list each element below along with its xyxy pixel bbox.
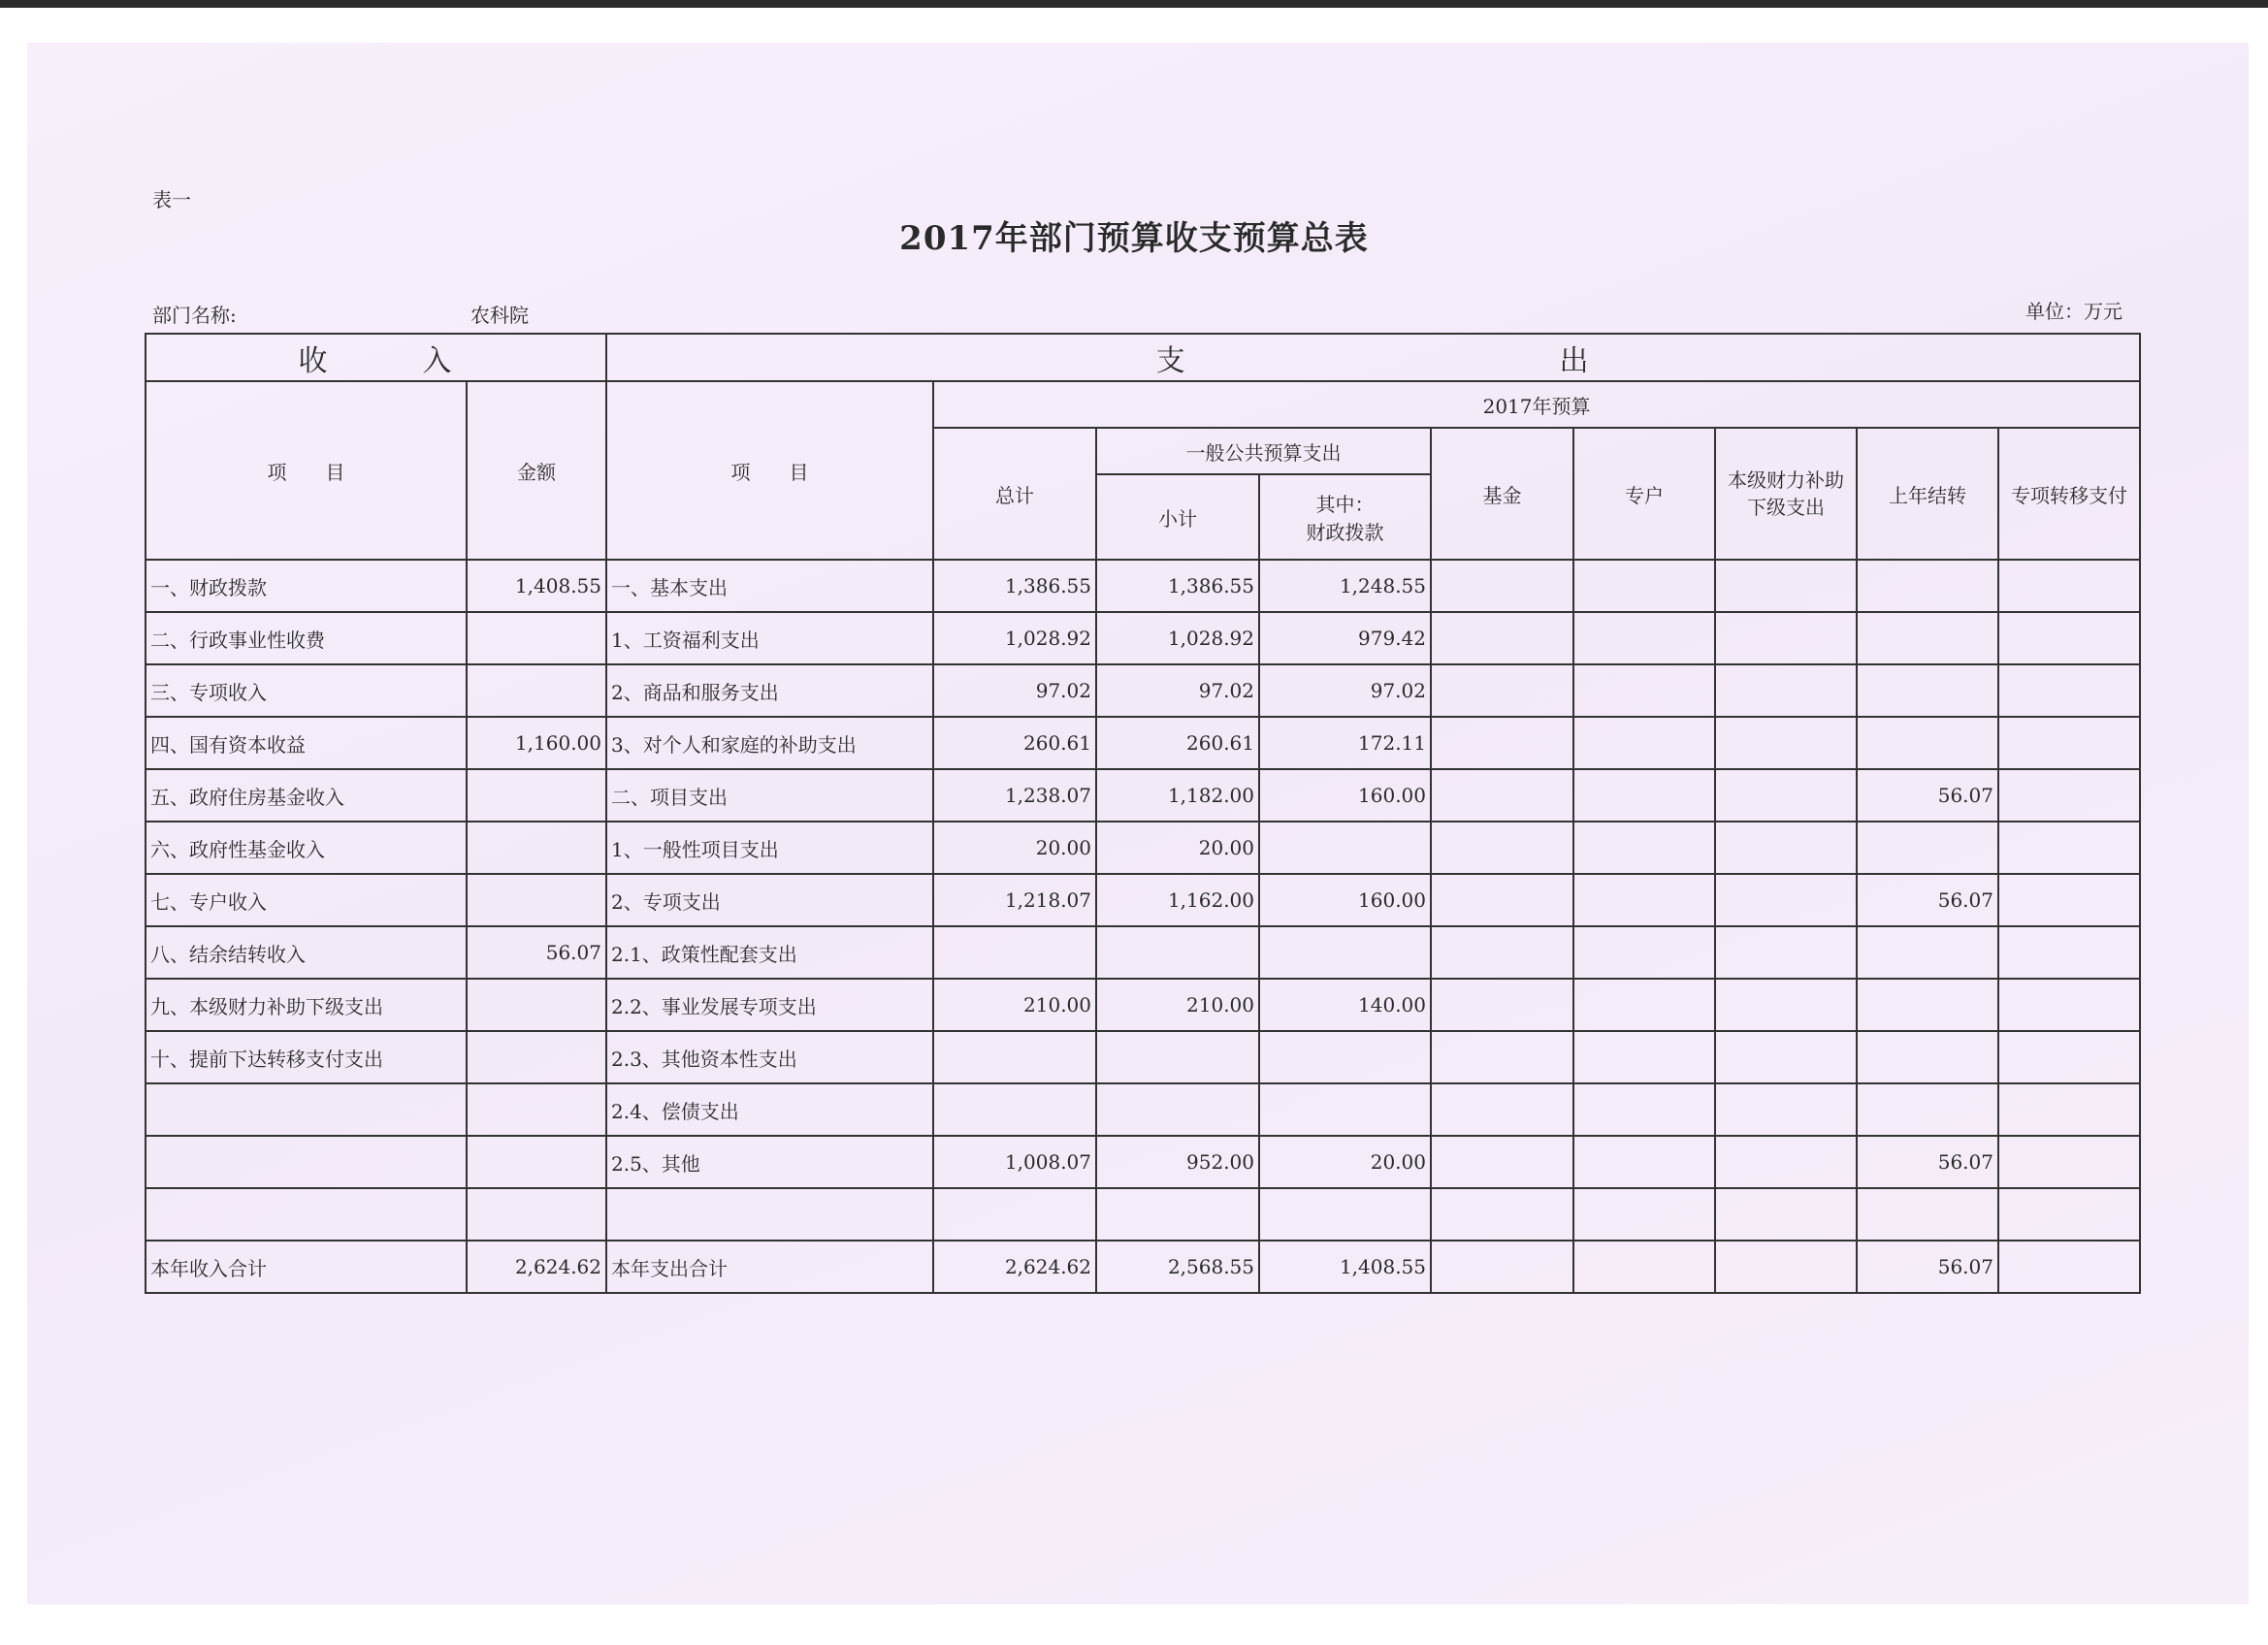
carryover-cell: 56.07: [1857, 769, 1998, 822]
subtotal-cell: [1096, 926, 1259, 979]
expense-item-header: 项 目: [606, 381, 933, 560]
carryover-cell: [1857, 612, 1998, 664]
income-item-cell: 十、提前下达转移支付支出: [146, 1031, 467, 1083]
income-amount-cell: 1,408.55: [467, 560, 606, 612]
income-item-cell: 八、结余结转收入: [146, 926, 467, 979]
fund-cell: [1431, 717, 1573, 769]
special-transfer-cell: [1998, 1188, 2140, 1241]
expense-item-cell: 一、基本支出: [606, 560, 933, 612]
expense-item-cell: 2、专项支出: [606, 874, 933, 926]
special-account-cell: [1573, 1241, 1715, 1293]
special-transfer-cell: [1998, 926, 2140, 979]
income-item-cell: 四、国有资本收益: [146, 717, 467, 769]
table-row: [146, 717, 2140, 769]
subsidy-lower-cell: [1715, 874, 1857, 926]
unit-label: 单位：万元: [2025, 300, 2122, 323]
income-item-cell: 五、政府住房基金收入: [146, 769, 467, 822]
subtotal-cell: 210.00: [1096, 979, 1259, 1031]
fiscal-allocation-cell: 20.00: [1259, 1136, 1431, 1188]
table-row: [146, 612, 2140, 664]
total-cell: 97.02: [933, 664, 1096, 717]
table-row: [146, 979, 2140, 1031]
expense-item-cell: 二、项目支出: [606, 769, 933, 822]
expense-item-cell: 2.3、其他资本性支出: [606, 1031, 933, 1083]
subsidy-lower-cell: [1715, 1083, 1857, 1136]
carryover-cell: [1857, 1031, 1998, 1083]
carryover-cell: [1857, 664, 1998, 717]
subsidy-lower-cell: [1715, 1136, 1857, 1188]
carryover-header: 上年结转: [1857, 428, 1998, 560]
fiscal-allocation-cell: 160.00: [1259, 874, 1431, 926]
fund-cell: [1431, 1188, 1573, 1241]
subtotal-cell: 97.02: [1096, 664, 1259, 717]
expense-item-cell: 1、一般性项目支出: [606, 822, 933, 874]
table-row: [146, 560, 2140, 612]
income-amount-cell: [467, 769, 606, 822]
general-public-header: 一般公共预算支出: [1096, 428, 1431, 474]
subtotal-cell: 1,386.55: [1096, 560, 1259, 612]
income-item-cell: 九、本级财力补助下级支出: [146, 979, 467, 1031]
income-amount-header: 金额: [467, 381, 606, 560]
table-row: [146, 874, 2140, 926]
special-transfer-cell: [1998, 979, 2140, 1031]
income-item-cell: 三、专项收入: [146, 664, 467, 717]
subsidy-lower-cell: [1715, 1188, 1857, 1241]
subsidy-lower-cell: [1715, 1241, 1857, 1293]
subsidy-lower-cell: [1715, 612, 1857, 664]
subtotal-cell: [1096, 1083, 1259, 1136]
special-account-cell: [1573, 664, 1715, 717]
special-transfer-cell: [1998, 664, 2140, 717]
expense-item-cell: 2.2、事业发展专项支出: [606, 979, 933, 1031]
income-amount-cell: [467, 1031, 606, 1083]
carryover-cell: [1857, 822, 1998, 874]
special-account-cell: [1573, 769, 1715, 822]
special-account-cell: [1573, 1188, 1715, 1241]
table-number: 表一: [152, 188, 191, 211]
budget-table: [145, 333, 2141, 1294]
income-item-cell: [146, 1188, 467, 1241]
income-item-cell: 二、行政事业性收费: [146, 612, 467, 664]
fiscal-allocation-label: 财政拨款: [1306, 521, 1384, 544]
subtotal-cell: 952.00: [1096, 1136, 1259, 1188]
table-row: [146, 664, 2140, 717]
special-transfer-cell: [1998, 1241, 2140, 1293]
income-item-cell: 七、专户收入: [146, 874, 467, 926]
total-cell: 260.61: [933, 717, 1096, 769]
income-amount-cell: 1,160.00: [467, 717, 606, 769]
income-amount-cell: [467, 612, 606, 664]
subtotal-cell: 2,568.55: [1096, 1241, 1259, 1293]
subsidy-lower-header: 本级财力补助下级支出: [1715, 428, 1857, 560]
total-cell: [933, 926, 1096, 979]
special-account-cell: [1573, 874, 1715, 926]
income-amount-cell: [467, 979, 606, 1031]
table-row: [146, 1031, 2140, 1083]
fund-cell: [1431, 1136, 1573, 1188]
income-item-cell: 本年收入合计: [146, 1241, 467, 1293]
income-amount-cell: [467, 1136, 606, 1188]
fiscal-allocation-header: [1259, 474, 1431, 560]
expense-item-cell: 2、商品和服务支出: [606, 664, 933, 717]
expense-item-cell: 2.4、偿债支出: [606, 1083, 933, 1136]
carryover-cell: [1857, 979, 1998, 1031]
subtotal-cell: [1096, 1031, 1259, 1083]
fiscal-allocation-cell: 97.02: [1259, 664, 1431, 717]
special-account-header: 专户: [1573, 428, 1715, 560]
table-row: [146, 822, 2140, 874]
total-header: 总计: [933, 428, 1096, 560]
subtotal-cell: 1,182.00: [1096, 769, 1259, 822]
fiscal-allocation-cell: [1259, 1188, 1431, 1241]
total-cell: 1,386.55: [933, 560, 1096, 612]
expense-header: 支 出: [606, 334, 2140, 381]
fund-cell: [1431, 560, 1573, 612]
income-amount-cell: 56.07: [467, 926, 606, 979]
fund-cell: [1431, 612, 1573, 664]
special-transfer-cell: [1998, 769, 2140, 822]
expense-item-cell: 2.1、政策性配套支出: [606, 926, 933, 979]
special-transfer-cell: [1998, 1136, 2140, 1188]
special-account-cell: [1573, 926, 1715, 979]
fund-header: 基金: [1431, 428, 1573, 560]
table-row: [146, 1136, 2140, 1188]
total-cell: [933, 1083, 1096, 1136]
total-cell: 210.00: [933, 979, 1096, 1031]
income-amount-cell: [467, 822, 606, 874]
of-which-label: 其中：: [1315, 493, 1375, 516]
special-account-cell: [1573, 612, 1715, 664]
fund-cell: [1431, 926, 1573, 979]
fiscal-allocation-cell: 172.11: [1259, 717, 1431, 769]
scan-top-edge: [0, 0, 2268, 8]
fund-cell: [1431, 822, 1573, 874]
subtotal-cell: [1096, 1188, 1259, 1241]
special-transfer-header: 专项转移支付: [1998, 428, 2140, 560]
subtotal-cell: 1,028.92: [1096, 612, 1259, 664]
fiscal-allocation-cell: [1259, 822, 1431, 874]
expense-item-cell: 1、工资福利支出: [606, 612, 933, 664]
income-item-cell: [146, 1136, 467, 1188]
special-transfer-cell: [1998, 717, 2140, 769]
fiscal-allocation-cell: 1,248.55: [1259, 560, 1431, 612]
fund-cell: [1431, 1083, 1573, 1136]
income-header: 收 入: [146, 334, 606, 381]
income-amount-cell: [467, 874, 606, 926]
subsidy-lower-cell: [1715, 560, 1857, 612]
carryover-cell: [1857, 1083, 1998, 1136]
table-row: [146, 1188, 2140, 1241]
special-transfer-cell: [1998, 560, 2140, 612]
income-amount-cell: [467, 664, 606, 717]
special-account-cell: [1573, 1031, 1715, 1083]
fund-cell: [1431, 1241, 1573, 1293]
subsidy-lower-cell: [1715, 926, 1857, 979]
fiscal-allocation-cell: [1259, 926, 1431, 979]
fiscal-allocation-cell: 1,408.55: [1259, 1241, 1431, 1293]
total-cell: 1,218.07: [933, 874, 1096, 926]
fund-cell: [1431, 979, 1573, 1031]
subsidy-lower-cell: [1715, 1031, 1857, 1083]
special-transfer-cell: [1998, 822, 2140, 874]
carryover-cell: 56.07: [1857, 874, 1998, 926]
table-row: [146, 926, 2140, 979]
carryover-cell: [1857, 560, 1998, 612]
dept-label: 部门名称:: [152, 304, 237, 327]
fiscal-allocation-cell: [1259, 1031, 1431, 1083]
total-cell: [933, 1188, 1096, 1241]
subsidy-lower-cell: [1715, 979, 1857, 1031]
special-account-cell: [1573, 717, 1715, 769]
fund-cell: [1431, 1031, 1573, 1083]
expense-item-cell: [606, 1188, 933, 1241]
expense-item-cell: 本年支出合计: [606, 1241, 933, 1293]
carryover-cell: [1857, 717, 1998, 769]
carryover-cell: 56.07: [1857, 1241, 1998, 1293]
table-row: [146, 769, 2140, 822]
subsidy-lower-cell: [1715, 769, 1857, 822]
special-account-cell: [1573, 560, 1715, 612]
dept-name: 农科院: [470, 304, 529, 327]
total-cell: 2,624.62: [933, 1241, 1096, 1293]
expense-item-cell: 3、对个人和家庭的补助支出: [606, 717, 933, 769]
carryover-cell: 56.07: [1857, 1136, 1998, 1188]
special-transfer-cell: [1998, 1083, 2140, 1136]
carryover-cell: [1857, 1188, 1998, 1241]
fiscal-allocation-cell: 160.00: [1259, 769, 1431, 822]
table-row: [146, 1083, 2140, 1136]
total-cell: [933, 1031, 1096, 1083]
income-item-cell: 一、财政拨款: [146, 560, 467, 612]
income-item-header: 项 目: [146, 381, 467, 560]
subsidy-lower-cell: [1715, 664, 1857, 717]
fiscal-allocation-cell: 140.00: [1259, 979, 1431, 1031]
fiscal-allocation-cell: 979.42: [1259, 612, 1431, 664]
page-title: 2017年部门预算收支预算总表: [899, 219, 1369, 258]
subtotal-cell: 20.00: [1096, 822, 1259, 874]
special-transfer-cell: [1998, 874, 2140, 926]
special-account-cell: [1573, 979, 1715, 1031]
special-transfer-cell: [1998, 612, 2140, 664]
income-item-cell: [146, 1083, 467, 1136]
total-cell: 1,028.92: [933, 612, 1096, 664]
total-cell: 1,008.07: [933, 1136, 1096, 1188]
carryover-cell: [1857, 926, 1998, 979]
subtotal-cell: 260.61: [1096, 717, 1259, 769]
income-item-cell: 六、政府性基金收入: [146, 822, 467, 874]
total-row: [146, 1241, 2140, 1293]
total-cell: 1,238.07: [933, 769, 1096, 822]
subtotal-cell: 1,162.00: [1096, 874, 1259, 926]
total-cell: 20.00: [933, 822, 1096, 874]
expense-item-cell: 2.5、其他: [606, 1136, 933, 1188]
fund-cell: [1431, 874, 1573, 926]
budget-year-header: 2017年预算: [933, 381, 2140, 428]
income-amount-cell: 2,624.62: [467, 1241, 606, 1293]
fund-cell: [1431, 769, 1573, 822]
income-amount-cell: [467, 1083, 606, 1136]
special-account-cell: [1573, 822, 1715, 874]
income-amount-cell: [467, 1188, 606, 1241]
subsidy-lower-cell: [1715, 822, 1857, 874]
subsidy-lower-cell: [1715, 717, 1857, 769]
special-transfer-cell: [1998, 1031, 2140, 1083]
special-account-cell: [1573, 1083, 1715, 1136]
special-account-cell: [1573, 1136, 1715, 1188]
fiscal-allocation-cell: [1259, 1083, 1431, 1136]
subtotal-header: 小计: [1096, 474, 1259, 560]
fund-cell: [1431, 664, 1573, 717]
